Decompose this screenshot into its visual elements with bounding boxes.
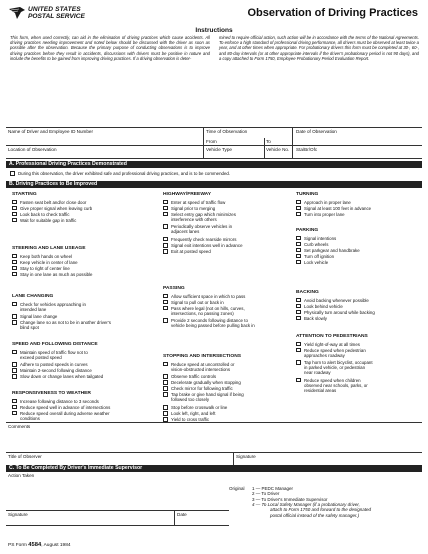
checkbox-label: Pass where legal (not on hills, curves, [171, 305, 245, 311]
checkbox-label: Stop before crosswalk or line [171, 405, 228, 410]
checkbox-label: vision-obstructed intersections [171, 366, 231, 372]
group-heading-backing: BACKING [296, 290, 319, 295]
checkbox-label: Increase following distance to 3 seconds [20, 398, 99, 404]
checkbox-label: near roadway [304, 370, 331, 376]
checkbox[interactable] [296, 212, 301, 217]
checkbox-label: Avoid backing whenever possible [304, 297, 369, 303]
checkbox[interactable] [296, 342, 301, 347]
checkbox-label: Reduce speed when pedestrian [304, 347, 366, 353]
checkbox[interactable] [163, 206, 168, 211]
distribution-original-label: Original [229, 486, 245, 491]
checkbox[interactable] [296, 378, 301, 383]
checkbox[interactable] [12, 200, 17, 205]
checkbox[interactable] [12, 350, 17, 355]
checkbox[interactable] [12, 254, 17, 259]
checkbox-label: Tap horn to alert bicyclist, occupant [304, 360, 373, 366]
checkbox-label: Signal intentions [304, 235, 337, 241]
checkbox-label: Stay in one lane as much as possible [20, 271, 93, 277]
checkbox-label: exceed posted speed [20, 354, 62, 360]
distribution-line: 2 — To Driver [252, 491, 280, 497]
checkbox-label: Look behind vehicle [304, 303, 343, 309]
checkbox-label: Maintain 2-second following distance [20, 368, 92, 374]
group-heading-passing: PASSING [163, 286, 185, 291]
checkbox[interactable] [163, 224, 168, 229]
checkbox-label: Decelerate gradually when stopping [171, 380, 241, 386]
checkbox-label: Observe traffic controls [171, 374, 217, 380]
checkbox[interactable] [163, 237, 168, 242]
usps-logo [8, 6, 98, 20]
checkbox[interactable] [296, 200, 301, 205]
checkbox-label: Signal at least 100 feet in advance [304, 205, 372, 211]
checkbox-label: Provide 2 seconds following distance to [171, 318, 248, 324]
checkbox-label: Change lane so as not to be in another driver's [20, 320, 111, 326]
checkbox[interactable] [12, 362, 17, 367]
group-heading-lane-change: LANE CHANGING [12, 294, 54, 299]
checkbox[interactable] [163, 294, 168, 299]
checkbox[interactable] [12, 399, 17, 404]
checkbox[interactable] [12, 218, 17, 223]
checkbox-label: Fasten seat belt and/or close door [20, 199, 87, 205]
group-heading-weather: RESPONSIVENESS TO WEATHER [12, 391, 91, 396]
checkbox[interactable] [12, 314, 17, 319]
checkbox-label: conditions [20, 415, 40, 421]
checkbox-label: observed near schools, parks, or [304, 382, 368, 388]
checkbox[interactable] [12, 206, 17, 211]
checkbox-label: followed too closely [171, 397, 210, 403]
section-a-text: During this observation, the driver exhibited safe and professional driving practices, and is to be commended. [18, 171, 231, 176]
checkbox-label: blind spot [20, 325, 39, 331]
checkbox[interactable] [163, 411, 168, 416]
checkbox[interactable] [296, 304, 301, 309]
checkbox-label: Check mirror for following traffic [171, 386, 233, 392]
distribution-line: postal official instead of the safety manager.) [270, 512, 360, 518]
checkbox-label: Tap brake or give hand signal if being [171, 392, 244, 398]
checkbox[interactable] [12, 405, 17, 410]
checkbox[interactable] [163, 417, 168, 422]
form-title: Observation of Driving Practices [247, 7, 418, 19]
checkbox-label: Yield to cross traffic [171, 417, 210, 423]
instructions-right: mined to require official action, such action will be in accordance with the terms of the National Agreements. To enforce a high standard of professional driving performance, all drivers must be observed at least twice a year, and at other times when appropriate. For probationary drivers this form must be completed at 30-, 60-, and 80-day intervals (or at other appropriate intervals if the driver's probationary period is not 90 days), and a copy attached to Form 1750, Employee Probationary Period Evaluation Report. [219, 35, 419, 61]
comments-field[interactable]: Comments [8, 424, 31, 429]
group-heading-turning: TURNING [296, 192, 319, 197]
checkbox-label: Turn off ignition [304, 253, 335, 259]
checkbox-label: Keep both hands on wheel [20, 253, 72, 259]
checkbox-label: Turn into proper lane [304, 211, 345, 217]
distribution-line: 1 — PEDC Manager [252, 486, 294, 491]
group-heading-steering: STEERING AND LANE USEAGE [12, 246, 86, 251]
logo-line2: POSTAL SERVICE [28, 13, 85, 20]
checkbox-label: Maintain speed of traffic flow not to [20, 349, 88, 355]
checkbox[interactable] [163, 405, 168, 410]
distribution-line: 3 — To Driver's Immediate Supervisor [252, 496, 328, 502]
checkbox-label: Adhere to posted speeds in curves [20, 362, 88, 368]
checkbox-label: Look left, right, and left [171, 411, 216, 417]
checkbox-label: Select entry gap which minimizes [171, 211, 236, 217]
date-of-observation-field[interactable]: Date of Observation [296, 129, 337, 134]
checkbox[interactable] [296, 310, 301, 315]
group-heading-stopping: STOPPING AND INTERSECTIONS [163, 354, 241, 359]
section-b-header: B. Driving Practices to Be Improved [6, 181, 422, 188]
form-number-bold: 4584 [28, 542, 42, 548]
time-from-field[interactable]: From [206, 139, 217, 144]
action-taken-field[interactable]: Action Taken [8, 473, 35, 478]
checkbox[interactable] [12, 302, 17, 307]
checkbox-label: Reduce speed when children [304, 377, 361, 383]
checkbox[interactable] [12, 260, 17, 265]
form-prefix: PS Form [8, 543, 27, 548]
checkbox-label: Keep vehicle in center of lane [20, 259, 78, 265]
supervisor-signature-field[interactable]: Signature [8, 512, 28, 517]
form-number [8, 542, 71, 548]
checkbox-label: Periodically observe vehicles in [171, 224, 233, 230]
checkbox-label: Give proper signal when leaving curb [20, 205, 93, 211]
checkbox[interactable] [12, 212, 17, 217]
checkbox-label: approaches roadway [304, 352, 345, 358]
checkbox[interactable] [12, 368, 17, 373]
checkbox-label: Enter at speed of traffic flow [171, 199, 226, 205]
checkbox[interactable] [12, 266, 17, 271]
checkbox[interactable] [296, 360, 301, 365]
checkbox[interactable] [296, 242, 301, 247]
checkbox[interactable] [163, 306, 168, 311]
checkbox-label: Reduce speed overall during adverse weather [20, 410, 110, 416]
checkbox-label: intersections, no passing zones) [171, 310, 234, 316]
checkbox-label: intended lane [20, 306, 47, 312]
sta-br-ofc-field[interactable]: Sta/Br/Ofc [296, 147, 318, 152]
checkbox-label: vehicle being passed before pulling back in [171, 323, 255, 329]
checkbox-label: Signal lane change [20, 314, 58, 320]
checkbox-label: Yield right-of-way at all times [304, 341, 360, 347]
checkbox[interactable] [163, 318, 168, 323]
section-c-header: C. To Be Completed By Driver's Immediate Supervisor [6, 465, 422, 472]
title-of-observer-field[interactable]: Title of Observer [8, 454, 42, 459]
checkbox[interactable] [296, 348, 301, 353]
eagle-icon [8, 6, 26, 20]
checkbox[interactable] [163, 300, 168, 305]
checkbox-label: adjacent lanes [171, 229, 200, 235]
section-a-header: A. Professional Driving Practices Demonstrated [6, 161, 422, 168]
checkbox-label: Signal prior to merging [171, 205, 216, 211]
checkbox-label: residential areas [304, 387, 337, 393]
checkbox[interactable] [296, 254, 301, 259]
checkbox-label: Stay to right of center line [20, 265, 70, 271]
checkbox[interactable] [296, 236, 301, 241]
checkbox[interactable] [163, 380, 168, 385]
checkbox[interactable] [163, 374, 168, 379]
group-heading-pedestrians: ATTENTION TO PEDESTRIANS [296, 334, 368, 339]
group-heading-starting: STARTING [12, 192, 37, 197]
group-heading-highway: HIGHWAY/FREEWAY [163, 192, 212, 197]
checkbox[interactable] [163, 212, 168, 217]
instructions-left: This form, when used correctly, can aid in the elimination of driving practices which cause accidents. All driving practices needing improvement and noted below should be discussed with the driver as soon as possible after the observation. Because the primary purpose of conducting observations is to improve driving practices before they result in accidents, discussions with drivers must be positive in nature and include the benefits to be gained from improving driving practices. If a driving observation is deter- [10, 35, 210, 61]
time-to-field[interactable]: To [266, 139, 271, 144]
checkbox-label: Back slowly [304, 315, 327, 321]
checkbox[interactable] [10, 171, 15, 176]
checkbox[interactable] [163, 243, 168, 248]
checkbox-label: Set parkgear and handbrake [304, 247, 360, 253]
checkbox[interactable] [296, 316, 301, 321]
checkbox-label: in parked vehicle, or pedestrian [304, 365, 366, 371]
checkbox[interactable] [163, 249, 168, 254]
checkbox[interactable] [296, 248, 301, 253]
group-heading-parking: PARKING [296, 228, 319, 233]
checkbox-label: Check for vehicles approaching in [20, 301, 86, 307]
checkbox-label: Approach in proper lane [304, 199, 351, 205]
group-heading-speed: SPEED AND FOLLOWING DISTANCE [12, 342, 98, 347]
observer-signature-field[interactable]: Signature [236, 454, 256, 459]
checkbox[interactable] [12, 272, 17, 277]
checkbox-label: Reduce speed well in advance of intersections [20, 404, 111, 410]
checkbox-label: Look back to check traffic [20, 211, 70, 217]
checkbox-label: Lock vehicle [304, 259, 329, 265]
checkbox[interactable] [12, 374, 17, 379]
instructions-title: Instructions [195, 27, 233, 34]
checkbox-label: Physically turn around while backing [304, 309, 375, 315]
checkbox-label: interference with others [171, 216, 217, 222]
supervisor-date-field[interactable]: Date [177, 512, 187, 517]
checkbox[interactable] [163, 200, 168, 205]
checkbox[interactable] [12, 411, 17, 416]
checkbox-label: Slow down or change lanes when tailgated [20, 374, 104, 380]
checkbox[interactable] [163, 362, 168, 367]
checkbox-label: Allow sufficient space in which to pass [171, 293, 246, 299]
checkbox-label: Curb wheels [304, 241, 329, 247]
checkbox[interactable] [296, 298, 301, 303]
checkbox[interactable] [163, 386, 168, 391]
checkbox-label: Wait for suitable gap in traffic [20, 217, 77, 223]
checkbox-label: Signal exit intentions well in advance [171, 243, 243, 248]
checkbox[interactable] [12, 320, 17, 325]
checkbox-label: Reduce speed at uncontrolled or [171, 361, 235, 367]
checkbox[interactable] [296, 260, 301, 265]
distribution-line: attach to Form 1750 and forward to the designated [270, 507, 372, 513]
time-of-observation-label: Time of Observation [206, 129, 248, 134]
logo-line1: UNITED STATES [28, 6, 81, 13]
name-id-field[interactable]: Name of Driver and Employee ID Number [8, 129, 94, 134]
vehicle-no-field[interactable]: Vehicle No. [266, 147, 290, 152]
form-date: , August 1984 [41, 543, 71, 548]
distribution-line: 4 — To Local Safety Manager (if a probationary driver, [252, 501, 360, 507]
location-field[interactable]: Location of Observation [8, 147, 57, 152]
checkbox-label: Frequently check rearside mirrors [171, 236, 237, 242]
vehicle-type-field[interactable]: Vehicle Type [206, 147, 232, 152]
checkbox[interactable] [296, 206, 301, 211]
checkbox-label: Exit at posted speed [171, 249, 211, 255]
checkbox[interactable] [163, 392, 168, 397]
checkbox-label: Signal to pull out or back in [171, 299, 224, 305]
